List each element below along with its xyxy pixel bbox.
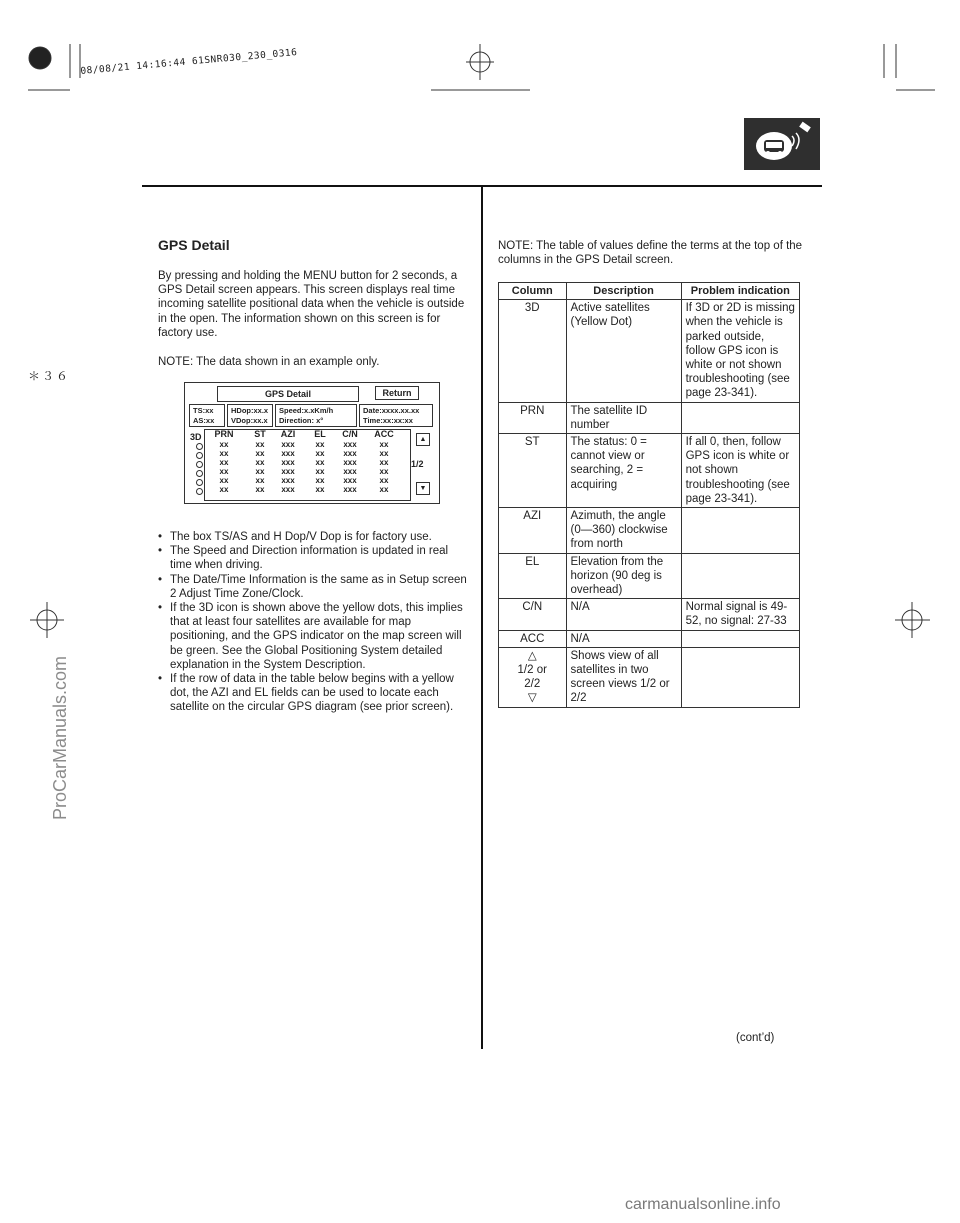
gps-column-prn <box>209 430 239 494</box>
cell-description: The satellite ID number <box>566 402 681 433</box>
cell-description: Shows view of all satellites in two screen views 1/2 or 2/2 <box>566 647 681 707</box>
gps-cell: xx <box>219 476 229 485</box>
gps-cell: xxx <box>343 458 357 467</box>
dop-box <box>227 404 273 427</box>
print-stamp: 08/08/21 14:16:44 61SNR030_230_0316 <box>80 47 298 77</box>
direction-value: Direction: x° <box>279 416 324 425</box>
gps-column-header: ACC <box>374 429 394 439</box>
cell-problem <box>681 647 799 707</box>
header-description: Description <box>566 283 681 300</box>
gps-cell: xx <box>219 485 229 494</box>
cell-description: Azimuth, the angle (0—360) clockwise from north <box>566 508 681 554</box>
gps-cell: xx <box>219 440 229 449</box>
side-page-mark: ＊３６ <box>28 369 71 383</box>
gps-cell: xxx <box>281 467 295 476</box>
gps-cell: xxx <box>281 485 295 494</box>
gps-cell: xx <box>255 485 265 494</box>
cell-column: AZI <box>499 508 567 554</box>
note-left: NOTE: The data shown in an example only. <box>158 356 380 368</box>
gps-cell: xxx <box>281 476 295 485</box>
section-title: GPS Detail <box>158 237 230 253</box>
watermark-carmanualsonline: carmanualsonline.info <box>625 1196 781 1213</box>
gps-cell: xx <box>315 440 325 449</box>
gps-cell: xx <box>379 440 389 449</box>
gps-cell: xx <box>379 467 389 476</box>
gps-cell: xx <box>379 476 389 485</box>
table-row <box>499 508 800 554</box>
cell-description: The status: 0 = cannot view or searching, 2 = acquiring <box>566 434 681 508</box>
gps-cell: xx <box>219 467 229 476</box>
gps-column-header: EL <box>314 429 326 439</box>
ts-value: TS:xx <box>193 406 214 415</box>
gps-cell: xx <box>315 458 325 467</box>
cell-problem <box>681 630 799 647</box>
gps-cell: xx <box>379 449 389 458</box>
watermark-procarmanuals: ProCarManuals.com <box>50 655 70 820</box>
cell-problem <box>681 553 799 599</box>
note-right: NOTE: The table of values define the terms at the top of the columns in the GPS Detail screen. <box>498 240 803 267</box>
gps-cell: xxx <box>343 476 357 485</box>
cell-description: Elevation from the horizon (90 deg is overhead) <box>566 553 681 599</box>
as-value: AS:xx <box>193 416 215 425</box>
satellite-dot <box>196 461 203 468</box>
cell-column: PRN <box>499 402 567 433</box>
bullet-item: • The box TS/AS and H Dop/V Dop is for factory use. <box>158 530 468 544</box>
table-row <box>499 630 800 647</box>
cell-column: EL <box>499 553 567 599</box>
gps-cell: xxx <box>343 449 357 458</box>
gps-cell: xx <box>315 467 325 476</box>
gps-detail-screen <box>184 382 440 504</box>
cell-problem <box>681 402 799 433</box>
up-triangle-icon: △ <box>527 649 537 662</box>
page-indicator: 1/2 <box>411 459 424 469</box>
cell-problem: Normal signal is 49-52, no signal: 27-33 <box>681 599 799 630</box>
gps-cell: xxx <box>281 449 295 458</box>
gps-cell: xx <box>379 485 389 494</box>
gps-column-header: C/N <box>342 429 358 439</box>
down-arrow-icon[interactable]: ▼ <box>416 482 430 495</box>
bullet-item: • The Speed and Direction information is updated in real time when driving. <box>158 544 468 572</box>
table-row <box>499 300 800 402</box>
table-row <box>499 434 800 508</box>
gps-cell: xxx <box>281 440 295 449</box>
satellite-dot <box>196 488 203 495</box>
gps-column-cn <box>335 430 365 494</box>
hdop-value: HDop:xx.x <box>231 406 269 415</box>
speed-value: Speed:x.xKm/h <box>279 406 334 415</box>
satellite-dot <box>196 443 203 450</box>
cell-column: C/N <box>499 599 567 630</box>
bullet-item: • If the 3D icon is shown above the yellow dots, this implies that at least four satellites are available for map positioning, and the GPS indicator on the map screen will be green. See the Global Positioning System detailed explanation in the System Description. <box>158 601 468 672</box>
gps-column-acc <box>369 430 399 494</box>
gps-cell: xx <box>219 449 229 458</box>
column-divider <box>481 187 483 1049</box>
cell-problem: If all 0, then, follow GPS icon is white or not shown troubleshooting (see page 23-341). <box>681 434 799 508</box>
table-row <box>499 599 800 630</box>
time-value: Time:xx:xx:xx <box>363 416 413 425</box>
gps-column-azi <box>273 430 303 494</box>
cell-description: N/A <box>566 630 681 647</box>
gps-cell: xx <box>255 458 265 467</box>
satellite-dot <box>196 470 203 477</box>
gps-cell: xx <box>219 458 229 467</box>
table-row <box>499 553 800 599</box>
speed-direction-box <box>275 404 357 427</box>
satellite-dot <box>196 479 203 486</box>
gps-cell: xx <box>315 476 325 485</box>
bullet-item: • If the row of data in the table below begins with a yellow dot, the AZI and EL fields can be used to locate each satellite on the circular GPS diagram (see prior screen). <box>158 672 468 715</box>
vdop-value: VDop:xx.x <box>231 416 268 425</box>
gps-cell: xxx <box>343 467 357 476</box>
table-row <box>499 647 800 707</box>
gps-column-header: ST <box>254 429 266 439</box>
cell-problem <box>681 508 799 554</box>
gps-cell: xx <box>255 440 265 449</box>
gps-column-st <box>245 430 275 494</box>
date-time-box <box>359 404 433 427</box>
satellite-dot <box>196 452 203 459</box>
gps-cell: xxx <box>343 485 357 494</box>
ts-as-box <box>189 404 225 427</box>
bullet-item: • The Date/Time Information is the same as in Setup screen 2 Adjust Time Zone/Clock. <box>158 573 468 601</box>
gps-cell: xx <box>255 476 265 485</box>
gps-column-header: PRN <box>214 429 234 439</box>
gps-satellite-car-icon <box>744 118 820 170</box>
cell-problem: If 3D or 2D is missing when the vehicle is parked outside, follow GPS icon is white or not shown troubleshooting (see page 23-341). <box>681 300 799 402</box>
gps-cell: xxx <box>343 440 357 449</box>
cell-description: Active satellites (Yellow Dot) <box>566 300 681 402</box>
date-value: Date:xxxx.xx.xx <box>363 406 420 415</box>
mode-3d-label: 3D <box>190 432 202 442</box>
header-column: Column <box>499 283 567 300</box>
page-toggle-label: 1/2 or 2/2 <box>517 664 547 691</box>
continued-label: (cont’d) <box>736 1032 775 1044</box>
cell-column-page <box>499 647 567 707</box>
up-arrow-icon[interactable]: ▲ <box>416 433 430 446</box>
down-triangle-icon: ▽ <box>527 692 537 705</box>
table-header-row <box>499 283 800 300</box>
intro-paragraph: By pressing and holding the MENU button for 2 seconds, a GPS Detail screen appears. This screen displays real time incoming satellite positional data when the vehicle is outside in the open. The information shown on this screen is for factory use. <box>158 270 465 339</box>
cell-description: N/A <box>566 599 681 630</box>
cell-column: 3D <box>499 300 567 402</box>
gps-screen-title: GPS Detail <box>217 386 359 402</box>
header-problem: Problem indication <box>681 283 799 300</box>
cell-column: ST <box>499 434 567 508</box>
gps-cell: xx <box>315 485 325 494</box>
gps-cell: xxx <box>281 458 295 467</box>
gps-column-el <box>305 430 335 494</box>
table-row <box>499 402 800 433</box>
cell-column: ACC <box>499 630 567 647</box>
gps-cell: xx <box>255 467 265 476</box>
gps-cell: xx <box>255 449 265 458</box>
bullet-list <box>158 530 468 715</box>
gps-cell: xx <box>379 458 389 467</box>
column-definition-table <box>498 282 800 708</box>
gps-column-header: AZI <box>280 429 296 439</box>
gps-cell: xx <box>315 449 325 458</box>
return-button[interactable]: Return <box>375 386 419 400</box>
